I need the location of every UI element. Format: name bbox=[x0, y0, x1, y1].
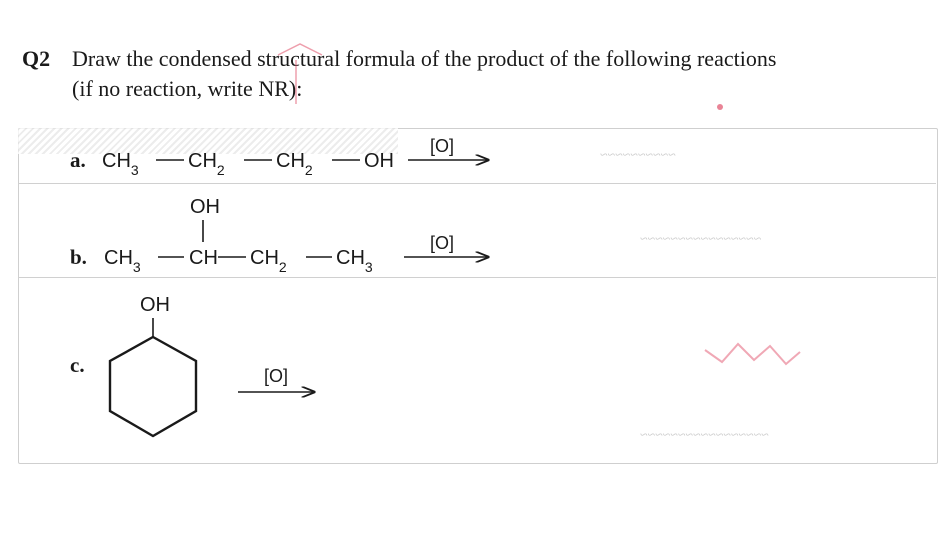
bleed-through-mark: ~~~~~~~~~~ bbox=[600, 148, 676, 163]
substituent-oh: OH bbox=[140, 294, 170, 316]
reagent-label: [O] bbox=[264, 366, 289, 386]
reaction-label: a. bbox=[70, 148, 86, 172]
formula-group-text: $CH_3$ bbox=[102, 150, 139, 178]
reagent-label: [O] bbox=[430, 233, 455, 253]
pink-zigzag-mark bbox=[705, 344, 800, 364]
reagent-label: [O] bbox=[430, 136, 455, 156]
reaction-c bbox=[70, 294, 314, 436]
formula-group: $CH_2$ bbox=[250, 247, 287, 275]
bleed-through-mark: ~~~~~~~~~~~~~~~~ bbox=[640, 232, 762, 247]
bleed-through-mark: ~~~~~~~~~~~~~~~~~ bbox=[640, 428, 769, 443]
reaction-b bbox=[70, 196, 488, 275]
substituent-oh: OH bbox=[190, 196, 220, 218]
cyclohexane-ring bbox=[110, 337, 196, 436]
pink-scribble-mark bbox=[278, 44, 322, 55]
pink-dot bbox=[717, 104, 723, 110]
question-text-line2: (if no reaction, write NR): bbox=[72, 76, 303, 101]
reaction-label: c. bbox=[70, 353, 85, 377]
question-number: Q2 bbox=[22, 46, 51, 71]
question-text-line1: Draw the condensed structural formula of the product of the following reactions bbox=[72, 46, 777, 71]
formula-group: $CH_3$ bbox=[104, 247, 141, 275]
pink-marks bbox=[278, 44, 800, 364]
formula-group bbox=[102, 150, 139, 178]
reaction-label: b. bbox=[70, 245, 87, 269]
reaction-a bbox=[70, 136, 488, 178]
formula-group: $CH_2$ bbox=[276, 150, 313, 178]
formula-group: OH bbox=[364, 150, 394, 172]
formula-group: $CH_3$ bbox=[336, 247, 373, 275]
formula-group: CH bbox=[189, 247, 218, 269]
formula-group: $CH_2$ bbox=[188, 150, 225, 178]
